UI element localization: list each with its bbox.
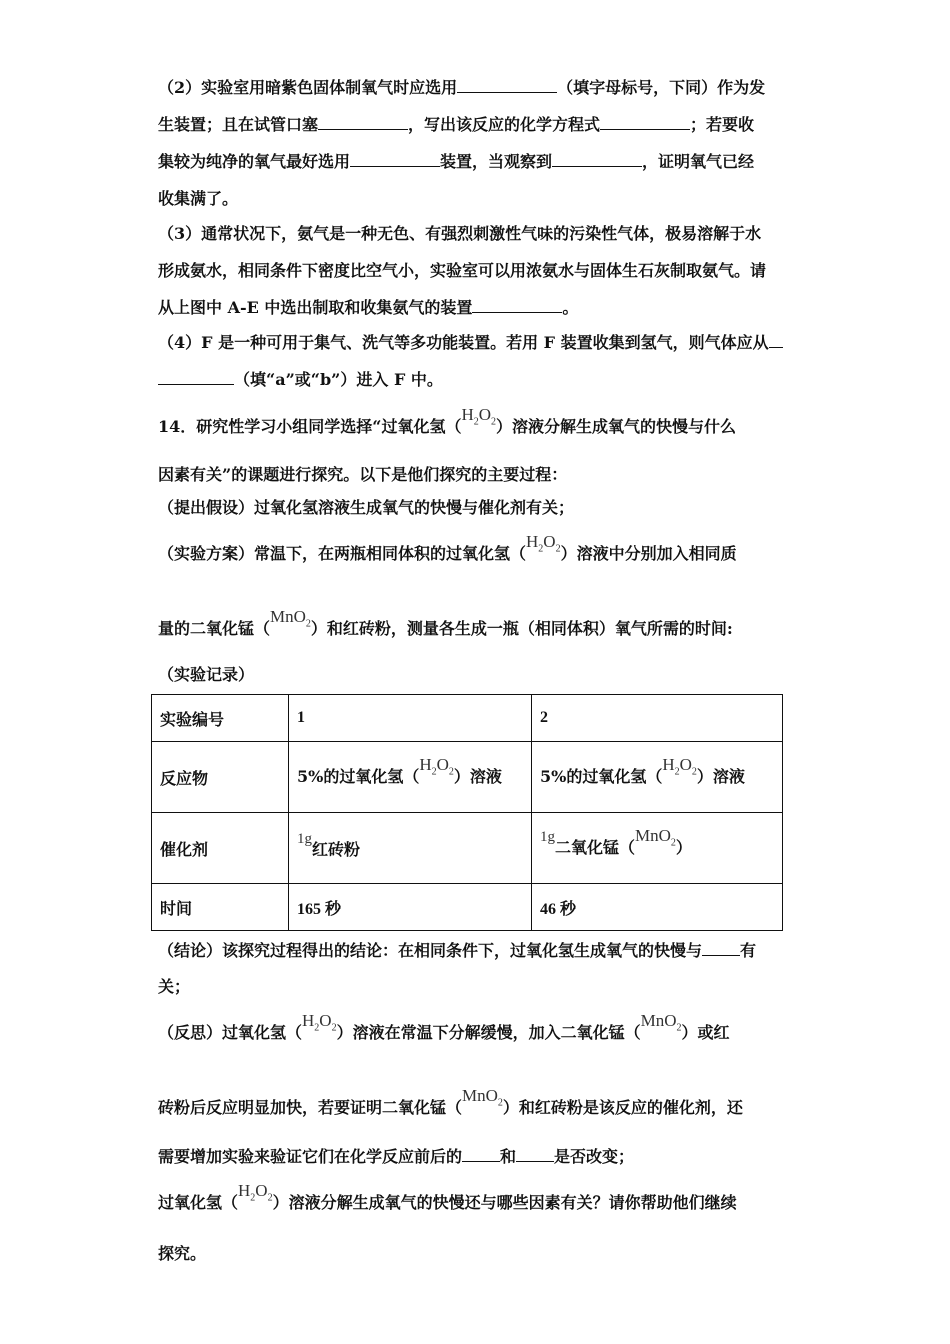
text: ）和红砖粉是该反应的催化剂，还	[502, 1098, 743, 1117]
mno2-formula: MnO$_2$	[635, 826, 676, 849]
text: 需要增加实验来验证它们在化学反应前后的	[158, 1147, 463, 1166]
text: （4）F 是一种可用于集气、洗气等多功能装置。若用 F 装置收集到氢气，则气体应从	[158, 333, 769, 352]
q13-part2-line2	[158, 114, 784, 136]
answer-blank[interactable]	[457, 78, 557, 93]
table-row	[152, 884, 783, 931]
mass-label: 1g	[540, 829, 555, 846]
mass-label: 1g	[297, 830, 312, 847]
text: 生装置；且在试管口塞	[158, 115, 319, 134]
text: 。	[562, 298, 579, 317]
q14-plan-line1	[158, 532, 784, 572]
q13-part3-line1: （3）通常状况下，氨气是一种无色、有强烈刺激性气味的污染性气体，极易溶解于水	[158, 224, 762, 243]
answer-blank[interactable]	[350, 152, 440, 167]
text: （反思）过氧化氢（	[158, 1023, 303, 1042]
table-cell: 5%的过氧化氢$(H_2O_2)$溶液	[289, 742, 532, 813]
q14-last-line1	[158, 1181, 784, 1221]
q14-hypothesis: （提出假设）过氧化氢溶液生成氧气的快慢与催化剂有关；	[158, 498, 575, 517]
table-cell: 46 秒	[532, 884, 783, 931]
table-cell: 2	[532, 695, 783, 742]
table-cell: 1g二氧化锰（MnO$_2$）	[532, 813, 783, 884]
answer-blank[interactable]	[472, 298, 562, 313]
text: 集较为纯净的氧气最好选用	[158, 152, 351, 171]
answer-blank[interactable]	[462, 1147, 500, 1162]
q14-last-line2: 探究。	[158, 1244, 207, 1263]
text: ；若要收	[690, 115, 755, 134]
h2o2-formula: $H_2O_2$	[419, 755, 454, 778]
text: ）溶液分解生成氧气的快慢与什么	[496, 417, 737, 436]
table-row	[152, 695, 783, 742]
q13-part2-line1	[158, 77, 784, 99]
text: （填字母标号，下同）作为发	[557, 78, 766, 97]
mno2-formula: MnO$_2$	[640, 1011, 682, 1034]
text: （2）实验室用暗紫色固体制氧气时应选用	[158, 78, 458, 97]
h2o2-formula: $H_2O_2$	[302, 1011, 337, 1034]
table-cell: 1g红砖粉	[289, 813, 532, 884]
table-cell: 1	[289, 695, 532, 742]
text: ）溶液在常温下分解缓慢，加入二氧化锰（	[336, 1023, 641, 1042]
table-cell: 165 秒	[289, 884, 532, 931]
text: ）溶液分解生成氧气的快慢还与哪些因素有关？请你帮助他们继续	[272, 1193, 737, 1212]
q14-record-heading: （实验记录）	[158, 665, 255, 684]
q14-plan-line2	[158, 607, 784, 647]
q13-part3-line3	[158, 297, 784, 319]
h2o2-formula: $H_2O_2$	[238, 1181, 273, 1204]
answer-blank[interactable]	[318, 115, 408, 130]
mno2-formula: MnO$_2$	[270, 607, 311, 630]
text: ）和红砖粉，测量各生成一瓶（相同体积）氧气所需的时间:	[310, 619, 733, 638]
table-cell: 实验编号	[152, 695, 289, 742]
q14-conclusion-line1	[158, 940, 784, 962]
text: （实验方案）常温下，在两瓶相同体积的过氧化氢（	[158, 544, 527, 563]
q13-part4-line2	[158, 369, 784, 391]
q14-reflect-line3	[158, 1146, 784, 1168]
h2o2-formula: $H_2O_2$	[526, 532, 561, 555]
mno2-formula: MnO$_2$	[462, 1086, 503, 1109]
text: ）溶液中分别加入相同质	[560, 544, 737, 563]
table-cell: 反应物	[152, 742, 289, 813]
text: ）或红	[681, 1023, 730, 1042]
q14-reflect-line2	[158, 1086, 784, 1126]
h2o2-formula: $H_2O_2$	[461, 405, 497, 428]
table-cell: 时间	[152, 884, 289, 931]
text: 14．研究性学习小组同学选择“过氧化氢（	[158, 417, 462, 436]
text: 是否改变；	[554, 1147, 635, 1166]
table-cell: 催化剂	[152, 813, 289, 884]
text: 装置，当观察到	[440, 152, 553, 171]
table-row	[152, 813, 783, 884]
text: （填“a”或“b”）进入 F 中。	[234, 370, 443, 389]
text: 和	[500, 1147, 517, 1166]
text: （结论）该探究过程得出的结论：在相同条件下，过氧化氢生成氧气的快慢与	[158, 941, 703, 960]
text: ，证明氧气已经	[642, 152, 755, 171]
experiment-table	[151, 694, 783, 931]
answer-blank[interactable]	[552, 152, 642, 167]
h2o2-formula: $H_2O_2$	[662, 755, 697, 778]
q14-conclusion-line2: 关；	[158, 977, 191, 996]
table-cell: 5%的过氧化氢$(H_2O_2)$溶液	[532, 742, 783, 813]
q14-reflect-line1	[158, 1011, 784, 1051]
answer-blank[interactable]	[769, 333, 783, 348]
q13-part3-line2: 形成氨水，相同条件下密度比空气小，实验室可以用浓氨水与固体生石灰制取氨气。请	[158, 261, 767, 280]
text: 过氧化氢（	[158, 1193, 239, 1212]
q13-part2-line3	[158, 151, 784, 173]
answer-blank[interactable]	[702, 941, 740, 956]
table-row	[152, 742, 783, 813]
q13-part4-line1	[158, 332, 784, 354]
answer-blank[interactable]	[158, 370, 234, 385]
text: 量的二氧化锰（	[158, 619, 271, 638]
q13-part2-line4: 收集满了。	[158, 189, 239, 208]
text: 有	[740, 941, 757, 960]
answer-blank[interactable]	[516, 1147, 554, 1162]
text: 砖粉后反应明显加快，若要证明二氧化锰（	[158, 1098, 463, 1117]
answer-blank[interactable]	[600, 115, 690, 130]
q14-line1	[158, 405, 784, 445]
text: ，写出该反应的化学方程式	[408, 115, 601, 134]
q14-line2: 因素有关”的课题进行探究。以下是他们探究的主要过程：	[158, 465, 568, 484]
text: 从上图中 A-E 中选出制取和收集氨气的装置	[158, 298, 473, 317]
